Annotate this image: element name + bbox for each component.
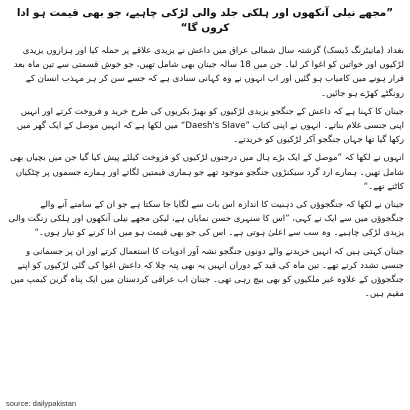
- article-paragraph: جینان کہتی ہیں کہ انہیں خریدنے والے دونوں جنگجو نشہ آور ادویات کا استعمال کرتے اور ان پر جسمانی و جنسی تشدد کرتے تھے۔ تین ماہ کی قید کے دوران انہیں یہ بھی پتہ چلا کہ داعش اغوا کی گئی لڑکیوں کو اپنے جنگجوؤں کے علاوہ غیر ملکیوں کو بھی بیچ رہی تھی۔ جینان اب عراقی کردستان میں ایک پناہ گزین کیمپ میں مقیم ہیں۔: [10, 246, 404, 300]
- article-paragraph: جینان نے لکھا کہ جنگجوؤں کی ذہنیت کا اندازہ اس بات سے لگایا جا سکتا ہے جو ان کے سامنے آنے والے جنگجوؤں میں سے ایک نے کہی، ”اس کا سنہری حسن نمایاں ہے، لیکن مجھے نیلی آنکھوں اور ہلکی رنگت والی یزیدی لڑکی چاہیے۔ وہ سب سے اعلیٰ ہوتی ہے۔ اس کی جو بھی قیمت ہو میں ادا کرنے کو تیار ہوں۔“: [8, 200, 404, 239]
- article-paragraph: بغداد (مانیٹرنگ ڈیسک) گزشتہ سال شمالی عراق میں داعش نے یزیدی علاقے پر حملہ کیا اور ہزاروں یزیدی لڑکیوں اور خواتین کو اغوا کر لیا۔ جن میں 18 سالہ جینان بھی شامل تھیں، جو خوش قسمتی سے تین ماہ بعد فرار ہونے میں کامیاب ہو گئیں اور اب انہوں نے وہ کہانی سنادی ہے کہ جسے سن کر ہر مہذب انسان کے رونگٹے کھڑے ہو جائیں۔: [13, 46, 404, 99]
- source-credit: source: dailypakistan: [6, 399, 77, 408]
- article-heading: ”مجھے نیلی آنکھوں اور ہلکی جلد والی لڑکی چاہیے، جو بھی قیمت ہو ادا کروں گا“: [16, 7, 394, 34]
- article-paragraph: جینان کا کہنا ہے کہ داعش کے جنگجو یزیدی لڑکیوں کو بھیڑ بکریوں کی طرح خرید و فروخت کرتے اور انہیں اپنی جنسی غلام بناتے۔ انہوں نے اپنی کتاب ”Daesh's Slave“ میں لکھا ہے کہ انہیں موصل کے ایک گھر میں رکھا گیا تھا جہاں جنگجو آکر لڑکیوں کو خریدتے۔: [16, 106, 404, 146]
- article: [6, 4, 404, 406]
- article-paragraph: انہوں نے لکھا کہ ”موصل کے ایک بڑے ہال میں درجنوں لڑکیوں کو فروخت کیلئے پیش کیا گیا جن میں بچیاں بھی شامل تھیں۔ ہمارے ارد گرد سیکنڑوں جنگجو موجود تھے جو ہماری قیمتیں لگاتے اور ہمارے جسموں پر چٹکیاں کاٹتے تھے۔“: [9, 153, 404, 192]
